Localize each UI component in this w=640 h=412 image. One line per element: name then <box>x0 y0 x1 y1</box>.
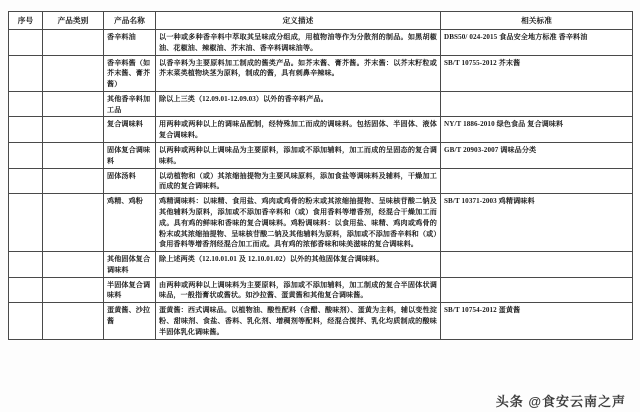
cell-product-name: 香辛料酱（如芥末酱、膏芥酱） <box>104 55 156 91</box>
table-row <box>9 55 633 91</box>
cell-definition: 用两种或两种以上的调味品配制，经特殊加工而成的调味料。包括固体、半固体、液体复合调味料。 <box>156 117 441 143</box>
table-header <box>9 12 633 30</box>
cell-definition: 以一种或多种香辛料中萃取其呈味成分组成，用植物油等作为分散剂的制品。如黑胡椒油、花椒油、辣椒油、芥末油、香辛料调味油等。 <box>156 30 441 56</box>
cell-product-name: 半固体复合调味料 <box>104 277 156 303</box>
cell-definition: 以两种或两种以上调味品为主要原料，添加或不添加辅料，加工而成的呈固态的复合调味料。 <box>156 143 441 169</box>
cell-standard: SB/T 10371-2003 鸡精调味料 <box>441 194 633 252</box>
cell-category <box>43 252 104 278</box>
column-header-category: 产品类别 <box>43 12 104 30</box>
cell-standard <box>441 91 633 117</box>
cell-seq <box>9 55 43 91</box>
cell-standard: DBS50/ 024-2015 食品安全地方标准 香辛料油 <box>441 30 633 56</box>
column-header-name: 产品名称 <box>104 12 156 30</box>
cell-seq <box>9 252 43 278</box>
column-header-standard: 相关标准 <box>441 12 633 30</box>
cell-product-name: 香辛料油 <box>104 30 156 56</box>
table-row <box>9 168 633 194</box>
table-row <box>9 30 633 56</box>
cell-standard <box>441 277 633 303</box>
cell-seq <box>9 168 43 194</box>
cell-product-name: 其他香辛料加工品 <box>104 91 156 117</box>
cell-seq <box>9 194 43 252</box>
table-row <box>9 143 633 169</box>
cell-seq <box>9 277 43 303</box>
cell-standard <box>441 168 633 194</box>
cell-standard: SB/T 10755-2012 芥末酱 <box>441 55 633 91</box>
cell-seq <box>9 303 43 339</box>
cell-category <box>43 277 104 303</box>
cell-standard <box>441 252 633 278</box>
cell-category <box>43 55 104 91</box>
cell-definition: 由两种或两种以上调味料为主要原料，添加或不添加辅料，加工制成的复合半固体状调味品，一般指膏状或酱状。如沙拉酱、蛋黄酱和其他复合调味酱。 <box>156 277 441 303</box>
cell-definition: 以香辛料为主要原料加工制成的酱类产品。如芥末酱、膏芥酱。芥末酱：以芥末籽粒或芥末菜类植物块茎为原料，制成的酱，具有刺鼻辛辣味。 <box>156 55 441 91</box>
watermark: 头条 @食安云南之声 <box>495 394 626 409</box>
table-row <box>9 303 633 339</box>
cell-product-name: 固体汤料 <box>104 168 156 194</box>
cell-category <box>43 91 104 117</box>
product-specification-table <box>8 11 633 340</box>
table-header-row <box>9 12 633 30</box>
cell-product-name: 其他固体复合调味料 <box>104 252 156 278</box>
cell-definition: 除上述两类（12.10.01.01 及 12.10.01.02）以外的其他固体复合调味料。 <box>156 252 441 278</box>
column-header-definition: 定义描述 <box>156 12 441 30</box>
table-body <box>9 30 633 340</box>
cell-definition: 以动植物和（或）其浓缩抽提物为主要风味原料，添加食盐等调味料及辅料，干燥加工而成的复合调味料。 <box>156 168 441 194</box>
cell-seq <box>9 91 43 117</box>
cell-seq <box>9 30 43 56</box>
spec-table-container <box>8 11 632 340</box>
cell-seq <box>9 117 43 143</box>
cell-product-name: 鸡精、鸡粉 <box>104 194 156 252</box>
cell-standard: SB/T 10754-2012 蛋黄酱 <box>441 303 633 339</box>
cell-category <box>43 194 104 252</box>
column-header-seq: 序号 <box>9 12 43 30</box>
cell-category <box>43 30 104 56</box>
cell-definition: 除以上三类（12.09.01-12.09.03）以外的香辛料产品。 <box>156 91 441 117</box>
cell-definition: 蛋黄酱：西式调味品。以植物油、酸性配料（含醋、酸味剂）、蛋黄为主料，辅以变性淀粉、甜味剂、食盐、香料、乳化剂、增稠剂等配料，经混合搅拌、乳化均质制成的酸味半固体乳化调味酱。 <box>156 303 441 339</box>
table-row <box>9 91 633 117</box>
table-row <box>9 194 633 252</box>
cell-category <box>43 168 104 194</box>
table-row <box>9 277 633 303</box>
cell-category <box>43 143 104 169</box>
cell-product-name: 复合调味料 <box>104 117 156 143</box>
cell-category <box>43 117 104 143</box>
cell-seq <box>9 143 43 169</box>
table-row <box>9 252 633 278</box>
table-row <box>9 117 633 143</box>
cell-product-name: 蛋黄酱、沙拉酱 <box>104 303 156 339</box>
cell-product-name: 固体复合调味料 <box>104 143 156 169</box>
cell-category <box>43 303 104 339</box>
cell-definition: 鸡精调味料：以味精、食用盐、鸡肉或鸡骨的粉末或其浓缩抽提物、呈味核苷酸二钠及其他辅料为原料，添加或不添加香辛料和（或）食用香料等增香剂，经混合干燥加工而成。具有鸡的鲜味和香味的复合调味料。鸡粉调味料：以食用盐、味精、鸡肉或鸡骨的粉末或其浓缩抽提物、呈味核苷酸二钠及其他辅料为原料，添加或不添加香辛料和（或）食用香料等增香剂经混合加工而成。具有鸡的浓郁香味和味美滋味的复合调味料。 <box>156 194 441 252</box>
cell-standard: GB/T 20903-2007 调味品分类 <box>441 143 633 169</box>
cell-standard: NY/T 1886-2010 绿色食品 复合调味料 <box>441 117 633 143</box>
